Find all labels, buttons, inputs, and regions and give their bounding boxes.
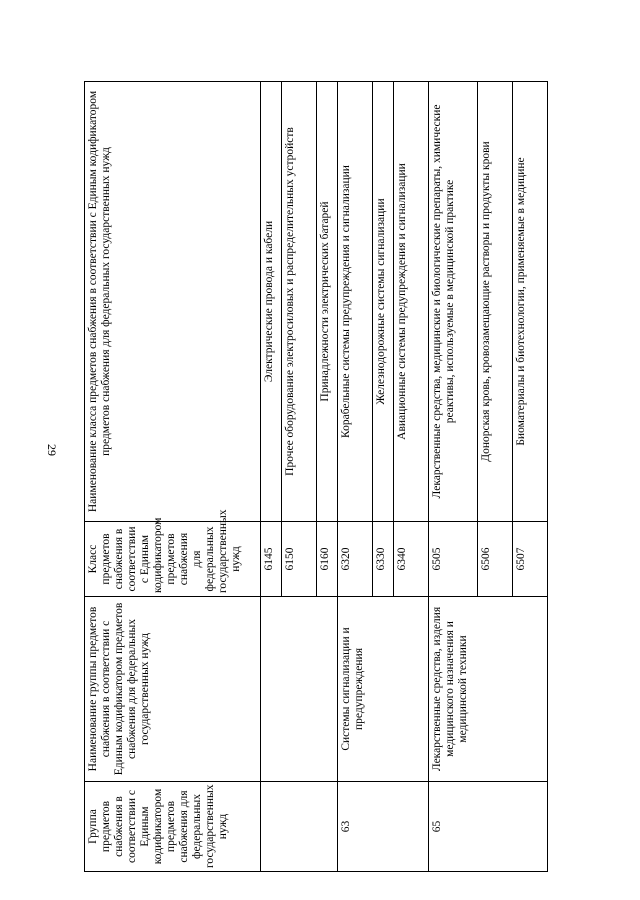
class-name-cell: Донорская кровь, кровозамещающие растворы и продукты крови [478,82,513,522]
group-name-cell-blank [261,597,338,782]
class-code-cell: 6340 [394,522,429,597]
group-code-cell: 65 [429,782,548,872]
class-code-cell: 6505 [429,522,478,597]
class-name-cell: Электрические провода и кабели [261,82,282,522]
class-name-cell: Железнодорожные системы сигнализации [373,82,394,522]
class-code-cell: 6507 [513,522,548,597]
header-class-name: Наименование класса предметов снабжения в соответствии с Единым кодификатором предметов снабжения для федеральных государственных нужд [85,82,261,522]
group-name-cell: Лекарственные средства, изделия медицинского назначения и медицинской техники [429,597,548,782]
table-row [429,82,478,872]
header-group-code: Группа предметов снабжения в соответствии с Единым кодификатором предметов снабжения для федеральных государственных нужд [85,782,261,872]
class-code-cell: 6506 [478,522,513,597]
group-code-cell: 63 [338,782,429,872]
group-name-cell: Системы сигнализации и предупреждения [338,597,429,782]
group-code-cell-blank [261,782,338,872]
table-row [338,82,373,872]
class-code-cell: 6160 [317,522,338,597]
class-code-cell: 6330 [373,522,394,597]
class-code-cell: 6320 [338,522,373,597]
header-group-name: Наименование группы предметов снабжения в соответствии с Единым кодификатором предметов снабжения для федеральных государственных нужд [85,597,261,782]
page-number: 29 [45,444,59,456]
table-row [261,82,282,872]
class-code-cell: 6150 [282,522,317,597]
class-name-cell: Биоматериалы и биотехнологии, применяемые в медицине [513,82,548,522]
class-name-cell: Корабельные системы предупреждения и сигнализации [338,82,373,522]
class-code-cell: 6145 [261,522,282,597]
header-class-code: Класс предметов снабжения в соответствии с Единым кодификатором предметов снабжения для федеральных государственных нужд [85,522,261,597]
rotated-table-wrapper [84,82,570,872]
table-header-row [85,82,261,872]
class-name-cell: Прочее оборудование электросиловых и распределительных устройств [282,82,317,522]
class-name-cell: Лекарственные средства, медицинские и биологические препараты, химические реактивы, используемые в медицинской практике [429,82,478,522]
class-name-cell: Принадлежности электрических батарей [317,82,338,522]
class-name-cell: Авиационные системы предупреждения и сигнализации [394,82,429,522]
supply-classification-table [84,81,548,872]
